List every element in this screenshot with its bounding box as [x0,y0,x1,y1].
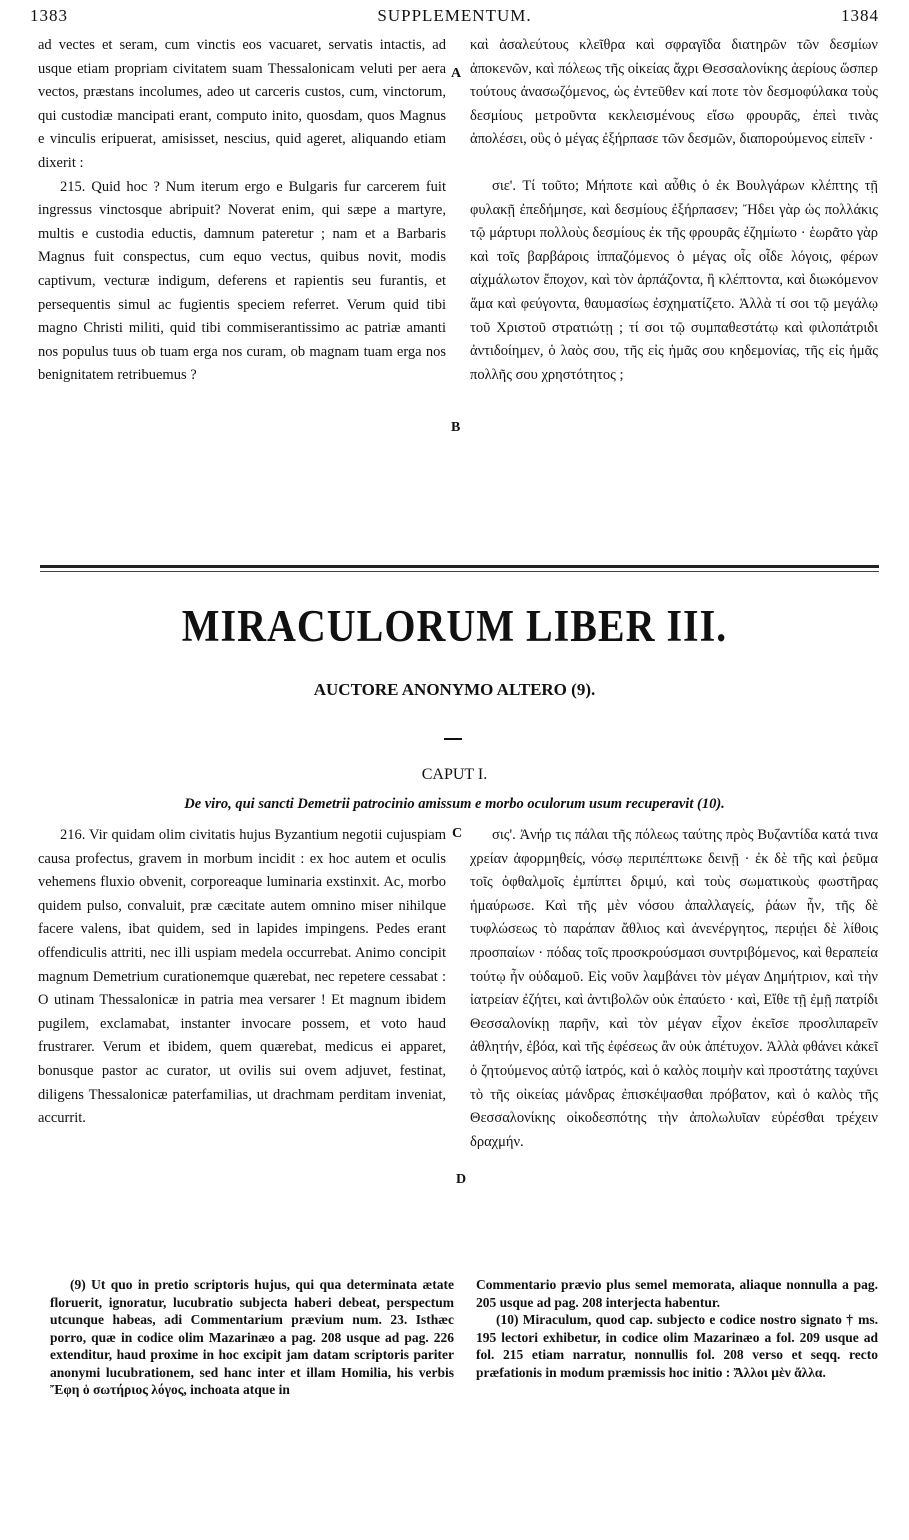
section-rule [40,565,879,568]
margin-letter-d: D [456,1172,467,1187]
latin-paragraph: 216. Vir quidam olim civitatis hujus Byzantium negotii cujuspiam causa profectus, gravem in morbum incidit : ex hoc autem et oculis vehemens fluxio obvenit, corporeaque luminaria exstinxit. Ac, morbo quidem pulso, convaluit, præ cæcitate autem omnino miser nihilque facere valens, ibat quidem, sed in lapides impingens. Pedes erant offendiculis attriti, nec illi uspiam medela occurrebat. Animo concipit magnum Demetrium curationemque quærebat, nec repetere cessabat : O utinam Thessalonicæ in patria mea versarer ! Et magnum ibidem pugilem, exclamabat, instanter invocare possem, et voto haud frustrarer. Verum et ibidem, quem quærebat, medicus ei apparet, bonusque pastor ac curator, ut ovilis sui ovem adjuvet, festinat, diligens Thessalonicæ paterfamilias, ut drachmam perditam inveniat, accurrit. [38,827,446,1127]
latin-paragraph: ad vectes et seram, cum vinctis eos vacuaret, servatis intactis, ad usque etiam propriam civitatem suam Thessalonicam veluti per aera vectos, præstans incolumes, adeo ut carceris custos, cum, vinctorum, qui custodiæ mancipati erant, computo inito, quosdam, quos Magnus e vinculis eripuerat, amisisset, nescius, quid ageret, aliquando etiam dixerit : [38,37,446,171]
latin-paragraph: 215. Quid hoc ? Num iterum ergo e Bulgaris fur carcerem fuit ingressus vinctosque abripuit? Noverat enim, qui sæpe a martyre, multis e custodia eductis, damnum pateretur ; nam et a Barbaris Magnus fuit conspectus, cum equo vectus, quibus novit, modis captivum, vecturæ indigum, deferens et rapientis seu furantis, et persequentis simul ac fugientis speciem referret. Verum quid tibi magno Christi militi, quid tibi commiserantissimo ac patriæ amanti nos populus tuus ob tuam erga nos curam, ob magnam tuam erga nos benignitatem retribuemus ? [38,178,446,384]
running-title: SUPPLEMENTUM. [377,6,532,25]
greek-paragraph: καὶ ἀσαλεύτους κλεῖθρα καὶ σφραγῖδα διατηρῶν τῶν δεσμίων ἀποκενῶν, καὶ πόλεως τῆς οἰκείας ἄχρι Θεσσαλονίκης ἀερίους ὥσπερ τούτους ἀνασωζόμενος, ὡς ἐντεῦθεν καί ποτε τὸν δεσμοφύλακα τοὺς δεσμίους μετροῦντα κεκλεισμένους εἴσω φρουρᾶς, ἐπεὶ τινὰς ἀπολέσει, οὓς ὁ μέγας ἐξήρπασε τῶν δεσμῶν, διαπορούμενος εἰπεῖν · [470,37,878,148]
margin-letter-c: C [452,826,463,841]
section-subtitle: AUCTORE ANONYMO ALTERO (9). [313,680,596,699]
greek-column-top [470,34,878,387]
latin-column-bottom [38,824,446,1131]
footnote-9-continued: Commentario prævio plus semel memorata, aliaque nonnulla a pag. 205 usque ad pag. 208 interjecta habentur. [476,1277,878,1310]
footnote-9: (9) Ut quo in pretio scriptoris hujus, qui qua determinata ætate floruerit, ignoratur, lucubratio subjecta haberi debeat, perspectum utcunque habeas, adi Commentarium prævium num. 23. Isthæc porro, quæ in codice olim Mazarinæo a pag. 208 usque ad pag. 226 extenditur, haud proxime in hoc excipit jam datam scriptoris pariter anonymi lucubrationem, sed hanc inter et illam Homilia, his verbis Ἔφη ὁ σωτήριος λόγος, inchoata atque in [50,1277,454,1397]
footnotes-right [476,1276,878,1381]
greek-column-bottom [470,824,878,1154]
margin-letter-b: B [451,420,461,435]
footnote-10: (10) Miraculum, quod cap. subjecto e codice nostro signato † ms. 195 lectori exhibetur, in codice olim Mazarinæo a fol. 209 usque ad fol. 215 etiam narratur, nonnullis fol. 208 verso et seqq. recto præfationis in modum præmissis hoc initio : Ἄλλοι μὲν ἄλλα. [476,1312,878,1380]
footnotes-left [50,1276,454,1399]
margin-letter-a: A [451,66,462,81]
right-page-number: 1384 [841,6,879,25]
greek-paragraph: σιε'. Τί τοῦτο; Μήποτε καὶ αὖθις ὁ ἐκ Βουλγάρων κλέπτης τῇ φυλακῇ ἐπεδήμησε, καὶ δεσμίους ἐξήρπασεν; Ἤδει γὰρ ὡς πολλάκις τῷ μάρτυρι πολλοὺς δεσμίους ἐκ τῆς φρουρᾶς ἐζημίωτο · ἑωρᾶτο γὰρ καὶ τοῖς βαρβάροις ἱππαζόμενος ὁ μέγας οἷς οἶδε λόγοις, φέρων αἰχμάλωτον ἔποχον, καὶ τὸν ἁρπάζοντα, ἢ κλέπτοντα, καὶ διωκόμενον ἅμα καὶ φεύγοντα, θαυμασίως ἐσχηματίζετο. Ἀλλὰ τί σοι τῷ μεγάλῳ τοῦ Χριστοῦ στρατιώτῃ ; τί σοι τῷ συμπαθεστάτῳ καὶ φιλοπάτριδι ἀντιδοίημεν, ὁ λαὸς σου, τῆς εἰς ἡμᾶς σου κηδεμονίας, τῆς εἰς ἡμᾶς πολλῆς σου χρηστότητος ; [470,177,878,383]
section-rule-thin [40,571,879,572]
latin-column-top [38,34,446,388]
greek-paragraph: σις'. Ἀνήρ τις πάλαι τῆς πόλεως ταύτης πρὸς Βυζαντίδα κατά τινα χρείαν ἀφορμηθείς, νόσῳ περιπέπτωκε δεινῇ · ἐκ δὲ τῆς καὶ ῥεῦμα τοῖς ὀφθαλμοῖς ἐμπίπτει δριμύ, καὶ τοὺς σωματικοὺς φωστῆρας ἠμαύρωσε. Καὶ τῆς μὲν νόσου ἀπαλλαγείς, ῥάων ἦν, τῆς δὲ τυφλώσεως τὸ παράπαν ἄθλιος καὶ ἀνενέργητος, περιῄει δὲ λίθοις προσπαίων · πόδας τοῖς προσκρούσμασι συντριβόμενος, καὶ θεραπεία τούτῳ ἦν οὐδαμοῦ. Εἰς νοῦν λαμβάνει τὸν μέγαν Δημήτριον, καὶ τὴν ἰατρείαν ἐζήτει, καὶ ἀντιβολῶν οὐκ ἐπαύετο · καὶ, Εἴθε τῇ ἐμῇ πατρίδι Θεσσαλονίκῃ παρῆν, καὶ τὸν μέγαν εἶχον ἐκεῖσε προσλιπαρεῖν ἀθλητήν, ἐβόα, καὶ τῆς ἐφέσεως ἂν οὐκ ἀπέτυχον. Ἀλλὰ φθάνει κἀκεῖ ὁ ζητούμενος αὐτῷ ἰατρός, καὶ ὁ καλὸς ποιμὴν καὶ προστάτης ταχύνει τὸ τῆς οἰκείας μάνδρας ἐπισκέψασθαι πρόβατον, καὶ ὁ καλὸς τῆς Θεσσαλονίκης οἰκοδεσπότης τὴν ἀπολωλυῖαν εὑρέσθαι τρέχειν δραχμήν. [470,827,878,1150]
running-header [30,6,879,30]
divider-dash [444,738,462,740]
section-title: MIRACULORUM LIBER III. [181,599,728,652]
chapter-heading: CAPUT I. [421,766,488,783]
chapter-description: De viro, qui sancti Demetrii patrocinio amissum e morbo oculorum usum recuperavit (10). [184,796,725,812]
left-page-number: 1383 [30,6,68,25]
